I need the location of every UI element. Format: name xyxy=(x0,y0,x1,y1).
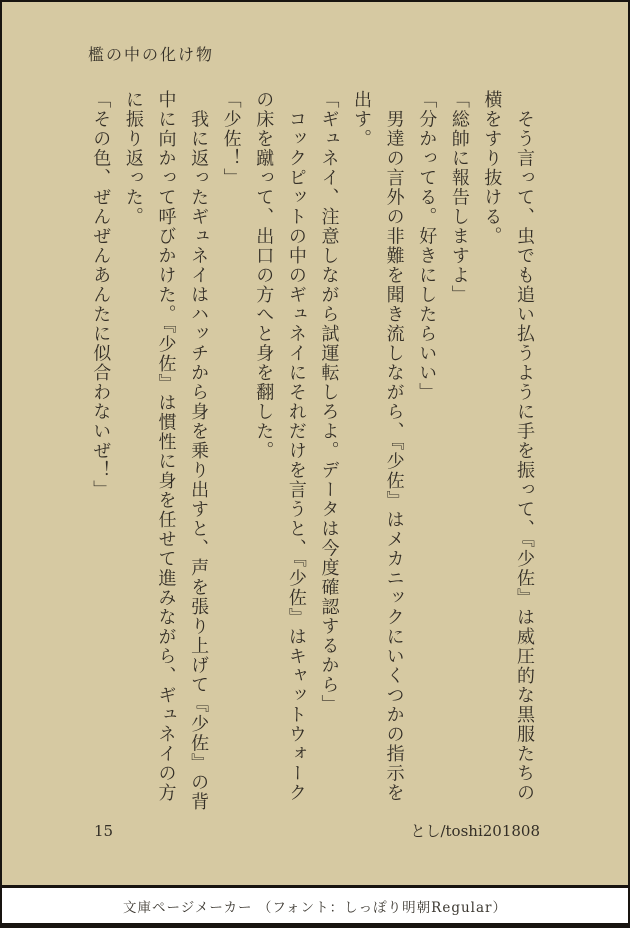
paper-page xyxy=(2,2,628,888)
caption-strip xyxy=(2,888,628,923)
generator-caption: 文庫ページメーカー （フォント：しっぽり明朝Regular） xyxy=(123,899,507,916)
text-line-2: 横をすり抜ける。 xyxy=(481,90,503,246)
text-line-10: 「少佐！」 xyxy=(220,90,242,188)
author-credit: とし/toshi201808 xyxy=(410,822,540,840)
text-line-11: 我に返ったギュネイはハッチから身を乗り出すと、声を張り上げて『少佐』の背 xyxy=(188,90,210,812)
vertical-text-body xyxy=(84,90,540,838)
text-line-12: 中に向かって呼びかけた。『少佐』は慣性に身を任せて進みながら、ギュネイの方 xyxy=(155,90,177,803)
text-line-3: 「総帥に報告しますよ」 xyxy=(448,90,470,305)
text-line-4: 「分かってる。好きにしたらいい」 xyxy=(416,90,438,402)
text-line-8: コックピットの中のギュネイにそれだけを言うと、『少佐』はキャットウォーク xyxy=(285,90,307,803)
text-line-6: 出す。 xyxy=(351,90,373,149)
text-line-14: 「その色、ぜんぜんあんたに似合わないぜ！」 xyxy=(90,90,112,500)
page-number: 15 xyxy=(94,822,114,840)
text-line-7: 「ギュネイ、注意しながら試運転しろよ。データは今度確認するから」 xyxy=(318,90,340,714)
page-title: 檻の中の化け物 xyxy=(88,45,215,64)
page-footer xyxy=(94,820,540,841)
text-line-13: に振り返った。 xyxy=(122,90,144,227)
text-line-1: そう言って、虫でも追い払うように手を振って、『少佐』は威圧的な黒服たちの xyxy=(514,90,535,803)
text-line-5: 男達の言外の非難を聞き流しながら、『少佐』はメカニックにいくつかの指示を xyxy=(383,90,405,803)
text-line-9: の床を蹴って、出口の方へと身を翻した。 xyxy=(253,90,275,461)
